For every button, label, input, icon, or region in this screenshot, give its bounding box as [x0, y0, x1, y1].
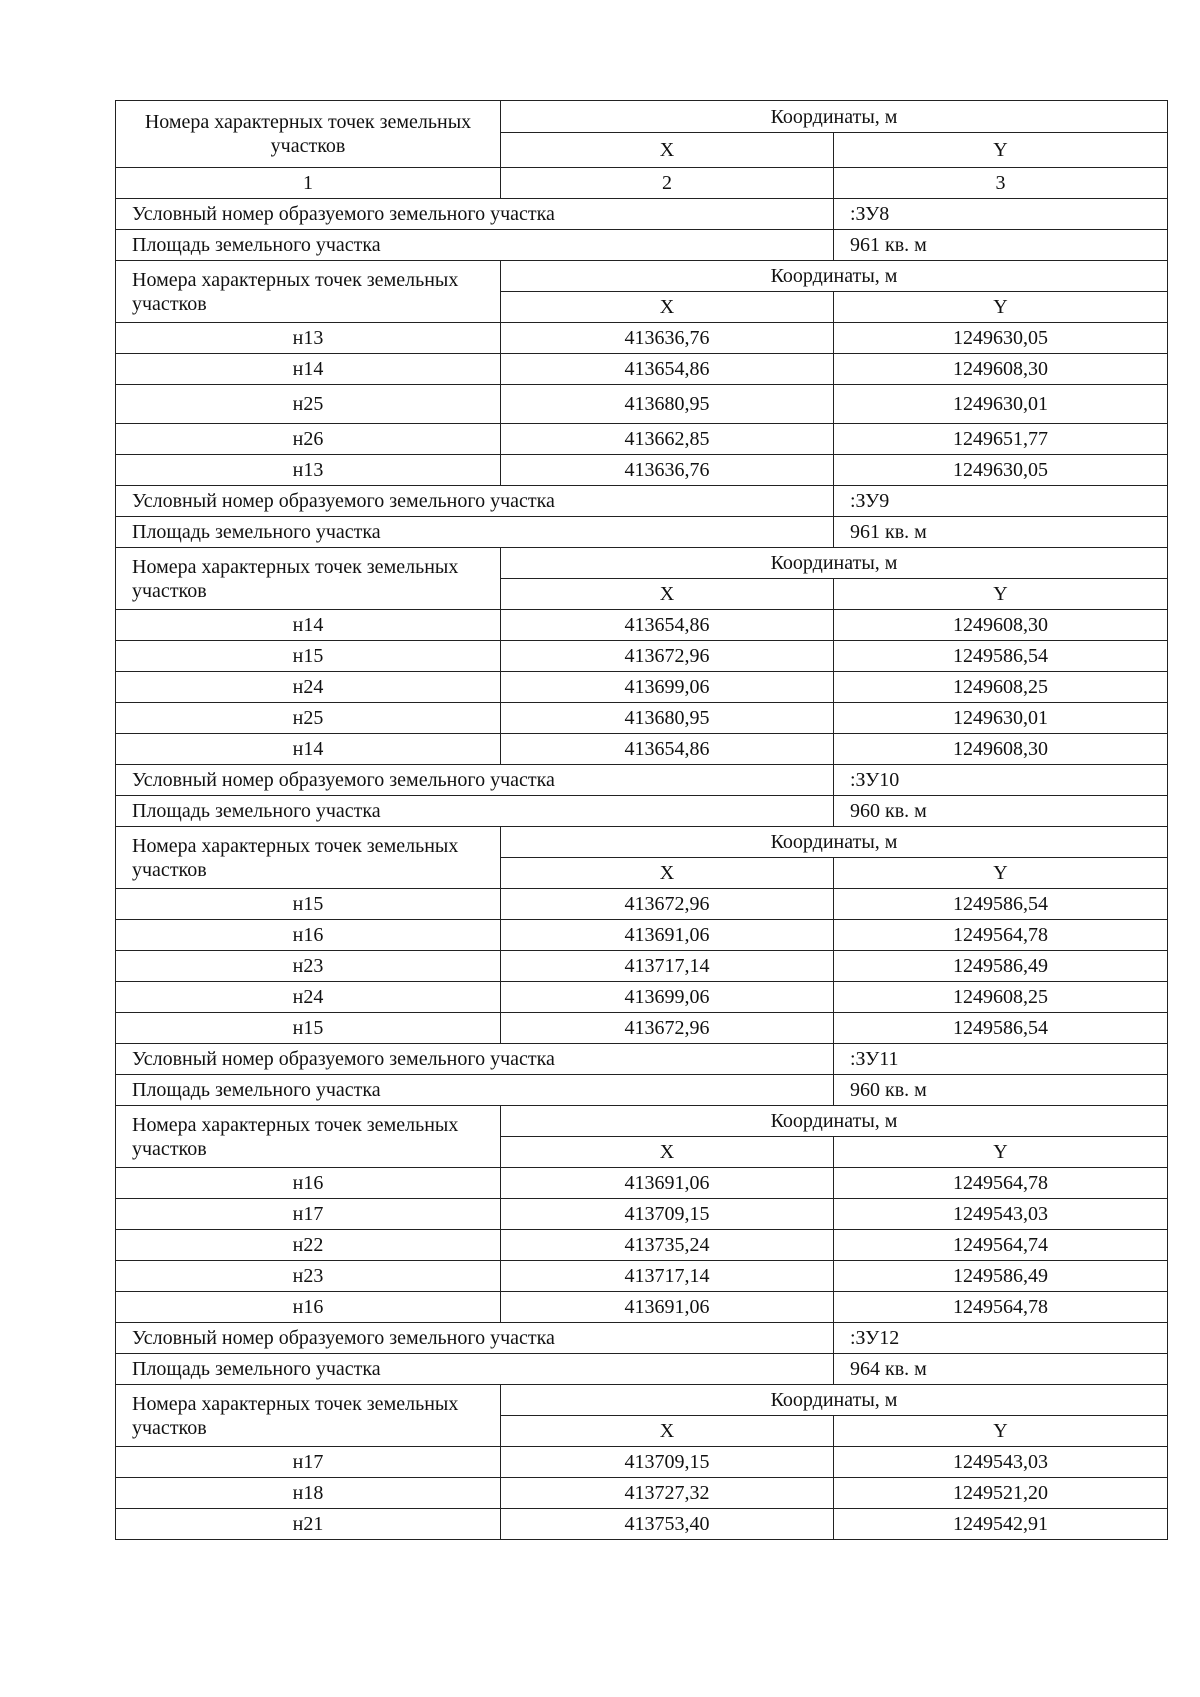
table-row [116, 1168, 1168, 1199]
plot-number-row [116, 1044, 1168, 1075]
coord-y: 1249630,01 [834, 385, 1168, 424]
point-id: н17 [116, 1447, 501, 1478]
point-id: н13 [116, 455, 501, 486]
coord-x: 413680,95 [501, 385, 834, 424]
coord-y: 1249608,30 [834, 734, 1168, 765]
plot-number-label: Условный номер образуемого земельного участка [116, 765, 834, 796]
plot-number-value: :ЗУ12 [834, 1323, 1168, 1354]
plot-number-row [116, 1323, 1168, 1354]
coord-y: 1249543,03 [834, 1447, 1168, 1478]
table-row [116, 703, 1168, 734]
table-header-row [116, 101, 1168, 133]
coord-y: 1249543,03 [834, 1199, 1168, 1230]
plot-area-value: 960 кв. м [834, 1075, 1168, 1106]
point-id: н16 [116, 1292, 501, 1323]
coord-x: 413691,06 [501, 1292, 834, 1323]
coord-y: 1249564,74 [834, 1230, 1168, 1261]
table-row [116, 1230, 1168, 1261]
coord-x: 413753,40 [501, 1509, 834, 1540]
point-id: н21 [116, 1509, 501, 1540]
coord-x: 413636,76 [501, 323, 834, 354]
plot-area-label: Площадь земельного участка [116, 517, 834, 548]
plot-number-row [116, 765, 1168, 796]
point-id: н25 [116, 385, 501, 424]
point-id: н14 [116, 354, 501, 385]
column-number: 1 [116, 168, 501, 199]
plot-points-label: Номера характерных точек земельных участков [116, 548, 501, 610]
coord-x: 413654,86 [501, 734, 834, 765]
plot-points-label: Номера характерных точек земельных участков [116, 261, 501, 323]
header-y-label: Y [834, 133, 1168, 168]
plot-area-value: 961 кв. м [834, 517, 1168, 548]
coordinates-table [115, 100, 1168, 1540]
plot-number-label: Условный номер образуемого земельного участка [116, 486, 834, 517]
coord-y: 1249586,49 [834, 951, 1168, 982]
coord-x: 413672,96 [501, 641, 834, 672]
coord-y: 1249586,54 [834, 641, 1168, 672]
plot-area-row [116, 230, 1168, 261]
plot-number-value: :ЗУ10 [834, 765, 1168, 796]
point-id: н26 [116, 424, 501, 455]
plot-area-value: 964 кв. м [834, 1354, 1168, 1385]
point-id: н14 [116, 610, 501, 641]
table-row [116, 323, 1168, 354]
plot-x-label: X [501, 1137, 834, 1168]
coord-x: 413662,85 [501, 424, 834, 455]
plot-coords-header-row [116, 1106, 1168, 1137]
coord-x: 413654,86 [501, 610, 834, 641]
plot-number-label: Условный номер образуемого земельного участка [116, 199, 834, 230]
coord-x: 413691,06 [501, 920, 834, 951]
table-row [116, 1292, 1168, 1323]
plot-coords-header-row [116, 261, 1168, 292]
point-id: н23 [116, 1261, 501, 1292]
table-row [116, 920, 1168, 951]
plot-area-row [116, 796, 1168, 827]
header-points-label: Номера характерных точек земельных участков [116, 101, 501, 168]
plot-coords-label: Координаты, м [501, 261, 1168, 292]
plot-coords-header-row [116, 548, 1168, 579]
plot-area-label: Площадь земельного участка [116, 796, 834, 827]
point-id: н24 [116, 672, 501, 703]
point-id: н15 [116, 889, 501, 920]
point-id: н16 [116, 920, 501, 951]
plot-area-label: Площадь земельного участка [116, 1075, 834, 1106]
plot-number-row [116, 486, 1168, 517]
point-id: н25 [116, 703, 501, 734]
plot-area-value: 960 кв. м [834, 796, 1168, 827]
point-id: н17 [116, 1199, 501, 1230]
column-number: 3 [834, 168, 1168, 199]
coord-y: 1249608,30 [834, 354, 1168, 385]
coord-x: 413699,06 [501, 982, 834, 1013]
table-row [116, 610, 1168, 641]
coord-x: 413717,14 [501, 951, 834, 982]
table-row [116, 1478, 1168, 1509]
point-id: н13 [116, 323, 501, 354]
plot-number-label: Условный номер образуемого земельного участка [116, 1044, 834, 1075]
plot-area-value: 961 кв. м [834, 230, 1168, 261]
point-id: н18 [116, 1478, 501, 1509]
table-row [116, 455, 1168, 486]
point-id: н15 [116, 641, 501, 672]
plot-y-label: Y [834, 1416, 1168, 1447]
table-row [116, 889, 1168, 920]
header-coords-label: Координаты, м [501, 101, 1168, 133]
coord-y: 1249586,49 [834, 1261, 1168, 1292]
plot-area-row [116, 1075, 1168, 1106]
plot-coords-label: Координаты, м [501, 548, 1168, 579]
table-row [116, 641, 1168, 672]
plot-number-label: Условный номер образуемого земельного участка [116, 1323, 834, 1354]
plot-area-label: Площадь земельного участка [116, 230, 834, 261]
table-row [116, 1447, 1168, 1478]
plot-x-label: X [501, 292, 834, 323]
point-id: н14 [116, 734, 501, 765]
coord-y: 1249630,05 [834, 323, 1168, 354]
plot-coords-header-row [116, 827, 1168, 858]
coord-y: 1249630,01 [834, 703, 1168, 734]
plot-coords-label: Координаты, м [501, 1385, 1168, 1416]
plot-coords-label: Координаты, м [501, 1106, 1168, 1137]
table-row [116, 672, 1168, 703]
coord-y: 1249521,20 [834, 1478, 1168, 1509]
coord-y: 1249586,54 [834, 1013, 1168, 1044]
table-row [116, 1509, 1168, 1540]
coord-x: 413672,96 [501, 1013, 834, 1044]
coord-y: 1249651,77 [834, 424, 1168, 455]
plot-area-label: Площадь земельного участка [116, 1354, 834, 1385]
coord-x: 413709,15 [501, 1199, 834, 1230]
plot-area-row [116, 1354, 1168, 1385]
plot-number-value: :ЗУ9 [834, 486, 1168, 517]
plot-points-label: Номера характерных точек земельных участков [116, 827, 501, 889]
coord-y: 1249586,54 [834, 889, 1168, 920]
table-row [116, 951, 1168, 982]
coord-x: 413717,14 [501, 1261, 834, 1292]
point-id: н16 [116, 1168, 501, 1199]
point-id: н24 [116, 982, 501, 1013]
table-row [116, 982, 1168, 1013]
coord-x: 413654,86 [501, 354, 834, 385]
coord-y: 1249564,78 [834, 920, 1168, 951]
coord-x: 413691,06 [501, 1168, 834, 1199]
coord-x: 413680,95 [501, 703, 834, 734]
point-id: н23 [116, 951, 501, 982]
coord-y: 1249564,78 [834, 1168, 1168, 1199]
coord-x: 413699,06 [501, 672, 834, 703]
table-row [116, 354, 1168, 385]
coord-y: 1249630,05 [834, 455, 1168, 486]
plot-x-label: X [501, 579, 834, 610]
plot-number-value: :ЗУ11 [834, 1044, 1168, 1075]
coord-y: 1249542,91 [834, 1509, 1168, 1540]
point-id: н15 [116, 1013, 501, 1044]
table-row [116, 385, 1168, 424]
plot-points-label: Номера характерных точек земельных участков [116, 1106, 501, 1168]
plot-x-label: X [501, 1416, 834, 1447]
plot-coords-header-row [116, 1385, 1168, 1416]
coord-y: 1249608,25 [834, 672, 1168, 703]
coord-x: 413709,15 [501, 1447, 834, 1478]
column-numbers-row [116, 168, 1168, 199]
plot-y-label: Y [834, 292, 1168, 323]
coord-y: 1249608,25 [834, 982, 1168, 1013]
plot-y-label: Y [834, 1137, 1168, 1168]
table-row [116, 1261, 1168, 1292]
plot-number-row [116, 199, 1168, 230]
coord-y: 1249564,78 [834, 1292, 1168, 1323]
coord-x: 413636,76 [501, 455, 834, 486]
table-row [116, 1013, 1168, 1044]
point-id: н22 [116, 1230, 501, 1261]
plot-coords-label: Координаты, м [501, 827, 1168, 858]
plot-area-row [116, 517, 1168, 548]
plot-y-label: Y [834, 858, 1168, 889]
table-row [116, 734, 1168, 765]
coord-x: 413727,32 [501, 1478, 834, 1509]
coord-x: 413672,96 [501, 889, 834, 920]
table-row [116, 424, 1168, 455]
header-x-label: X [501, 133, 834, 168]
coord-x: 413735,24 [501, 1230, 834, 1261]
column-number: 2 [501, 168, 834, 199]
coord-y: 1249608,30 [834, 610, 1168, 641]
plot-number-value: :ЗУ8 [834, 199, 1168, 230]
table-row [116, 1199, 1168, 1230]
plot-y-label: Y [834, 579, 1168, 610]
plot-points-label: Номера характерных точек земельных участков [116, 1385, 501, 1447]
plot-x-label: X [501, 858, 834, 889]
